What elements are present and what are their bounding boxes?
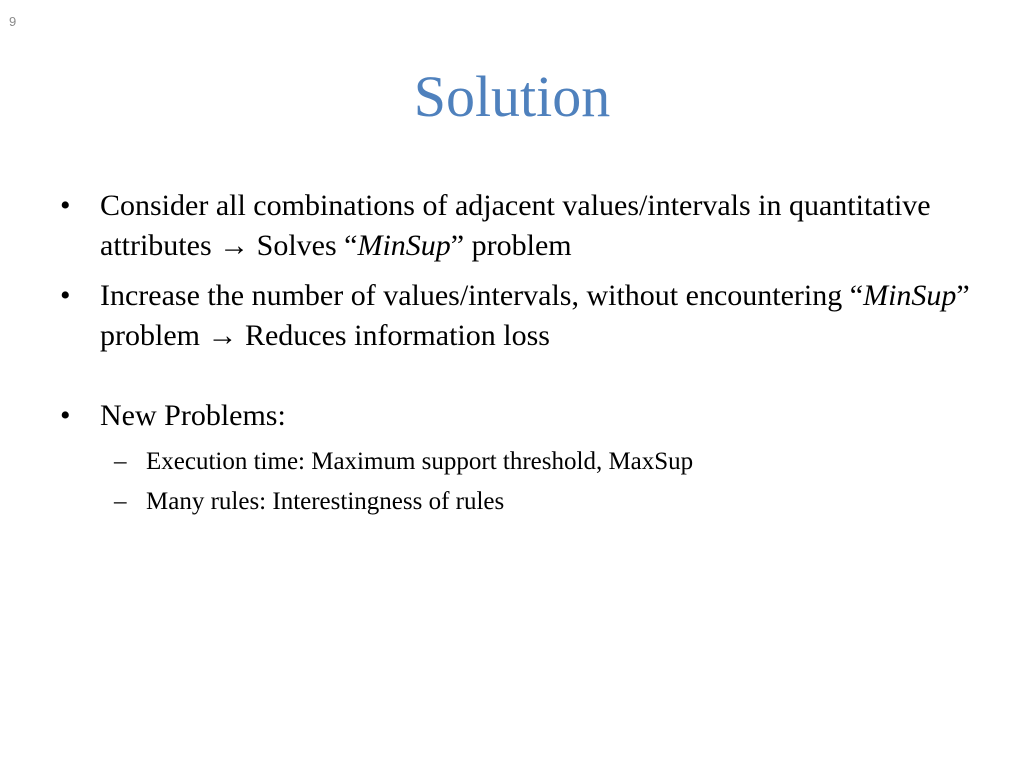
- sub-bullet-item-1: [58, 446, 978, 478]
- bullet-marker: •: [60, 189, 71, 222]
- emphasis-minsup: MinSup: [357, 229, 451, 262]
- slide-number: 9: [9, 14, 17, 29]
- sub-bullet-text: Execution time: Maximum support threshold, MaxSup: [146, 448, 694, 475]
- bullet-item-1: [58, 186, 978, 266]
- sub-bullet-text: Many rules: Interestingness of rules: [146, 488, 505, 515]
- emphasis-minsup: MinSup: [863, 279, 957, 312]
- slide-body: [58, 186, 978, 526]
- sub-bullet-item-2: [58, 486, 978, 518]
- bullet-text: Increase the number of values/intervals, without encountering “MinSup” problem → Reduces information loss: [100, 279, 970, 352]
- sub-bullet-marker: –: [114, 448, 127, 475]
- slide-title: Solution: [413, 64, 611, 129]
- bullet-marker: •: [60, 279, 71, 312]
- bullet-text: New Problems:: [100, 399, 286, 432]
- sub-bullet-marker: –: [114, 488, 127, 515]
- bullet-marker: •: [60, 399, 71, 432]
- bullet-item-3: [58, 396, 978, 436]
- bullet-text: Consider all combinations of adjacent values/intervals in quantitative attributes → Solves “MinSup” problem: [100, 189, 931, 262]
- bullet-item-2: [58, 276, 978, 356]
